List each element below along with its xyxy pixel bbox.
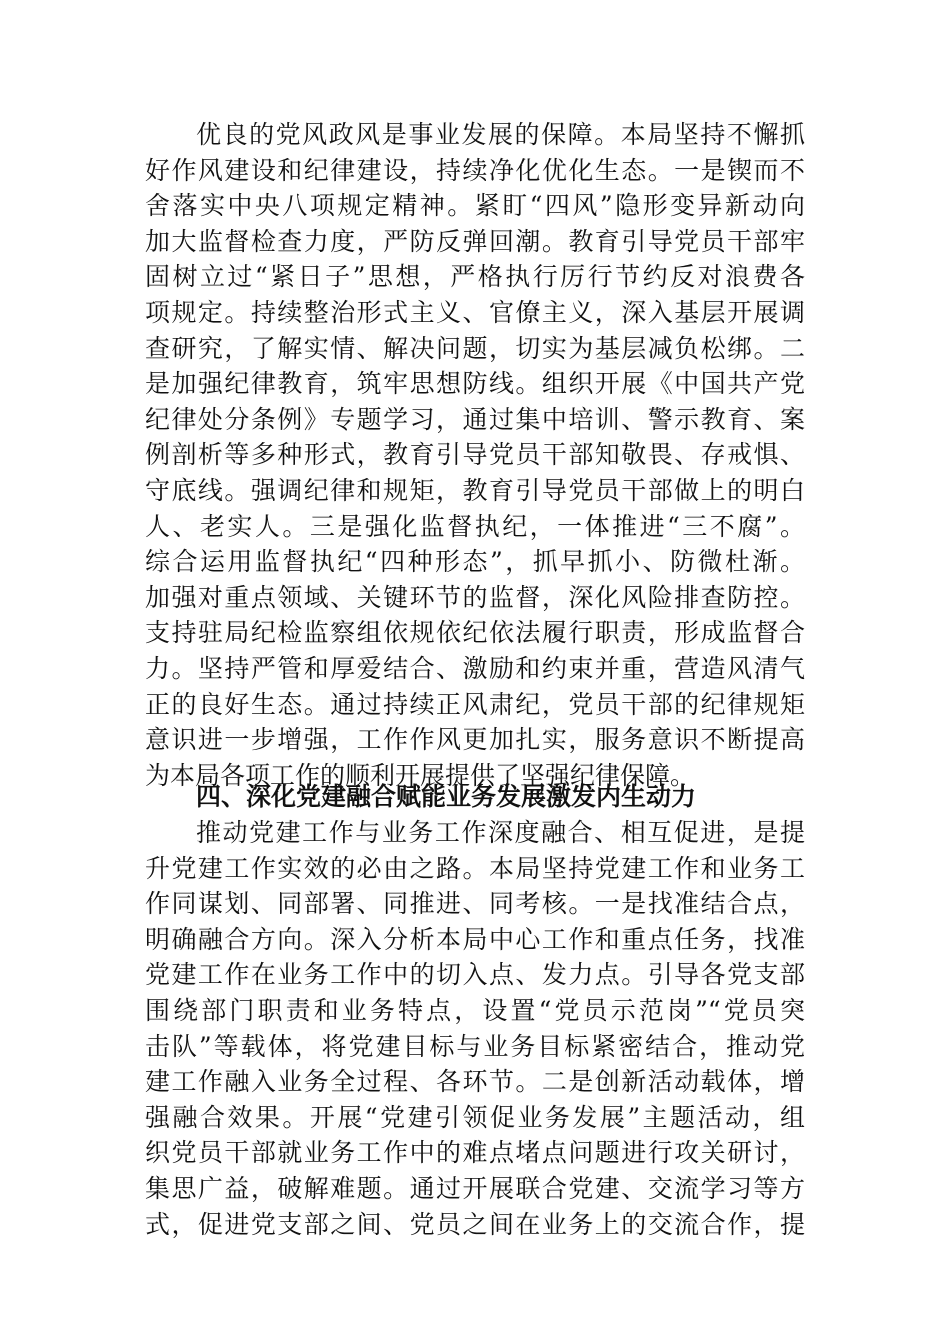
text-line: 综合运用监督执纪“四种形态”，抓早抓小、防微杜渐。 — [145, 547, 805, 577]
text-line: 人、老实人。三是强化监督执纪，一体推进“三不腐”。 — [145, 511, 805, 541]
text-line: 为本局各项工作的顺利开展提供了坚强纪律保障。 — [145, 760, 696, 790]
text-line: 式，促进党支部之间、党员之间在业务上的交流合作，提 — [145, 1209, 805, 1239]
section-heading: 四、深化党建融合赋能业务发展激发内生动力 — [196, 782, 697, 811]
body-paragraph — [145, 117, 805, 793]
text-line: 击队”等载体，将党建目标与业务目标紧密结合，推动党 — [145, 1031, 805, 1061]
text-line: 加大监督检查力度，严防反弹回潮。教育引导党员干部牢 — [145, 226, 805, 256]
text-line: 守底线。强调纪律和规矩，教育引导党员干部做上的明白 — [145, 475, 805, 505]
text-line: 是加强纪律教育，筑牢思想防线。组织开展《中国共产党 — [145, 369, 805, 399]
text-line: 党建工作在业务工作中的切入点、发力点。引导各党支部 — [145, 960, 805, 990]
body-paragraph — [145, 815, 805, 1242]
text-line: 例剖析等多种形式，教育引导党员干部知敬畏、存戒惧、 — [145, 440, 805, 470]
text-line: 意识进一步增强，工作作风更加扎实，服务意识不断提高 — [145, 725, 805, 755]
text-line: 好作风建设和纪律建设，持续净化优化生态。一是锲而不 — [145, 155, 805, 185]
text-line: 舍落实中央八项规定精神。紧盯“四风”隐形变异新动向 — [145, 191, 805, 221]
text-line: 升党建工作实效的必由之路。本局坚持党建工作和业务工 — [145, 853, 805, 883]
text-line: 织党员干部就业务工作中的难点堵点问题进行攻关研讨， — [145, 1138, 805, 1168]
text-line: 推动党建工作与业务工作深度融合、相互促进，是提 — [196, 818, 805, 847]
text-line: 建工作融入业务全过程、各环节。二是创新活动载体，增 — [145, 1067, 805, 1097]
text-line: 明确融合方向。深入分析本局中心工作和重点任务，找准 — [145, 924, 805, 954]
text-line: 固树立过“紧日子”思想，严格执行厉行节约反对浪费各 — [145, 262, 805, 292]
text-line: 加强对重点领域、关键环节的监督，深化风险排查防控。 — [145, 582, 805, 612]
text-line: 查研究，了解实情、解决问题，切实为基层减负松绑。二 — [145, 333, 805, 363]
text-line: 集思广益，破解难题。通过开展联合党建、交流学习等方 — [145, 1173, 805, 1203]
text-line: 强融合效果。开展“党建引领促业务发展”主题活动，组 — [145, 1102, 805, 1132]
text-line: 纪律处分条例》专题学习，通过集中培训、警示教育、案 — [145, 404, 805, 434]
text-line: 优良的党风政风是事业发展的保障。本局坚持不懈抓 — [196, 120, 805, 149]
text-line: 作同谋划、同部署、同推进、同考核。一是找准结合点， — [145, 889, 805, 919]
text-line: 正的良好生态。通过持续正风肃纪，党员干部的纪律规矩 — [145, 689, 805, 719]
text-line: 力。坚持严管和厚爱结合、激励和约束并重，营造风清气 — [145, 653, 805, 683]
text-line: 项规定。持续整治形式主义、官僚主义，深入基层开展调 — [145, 297, 805, 327]
text-line: 支持驻局纪检监察组依规依纪依法履行职责，形成监督合 — [145, 618, 805, 648]
text-line: 围绕部门职责和业务特点，设置“党员示范岗”“党员突 — [145, 995, 805, 1025]
